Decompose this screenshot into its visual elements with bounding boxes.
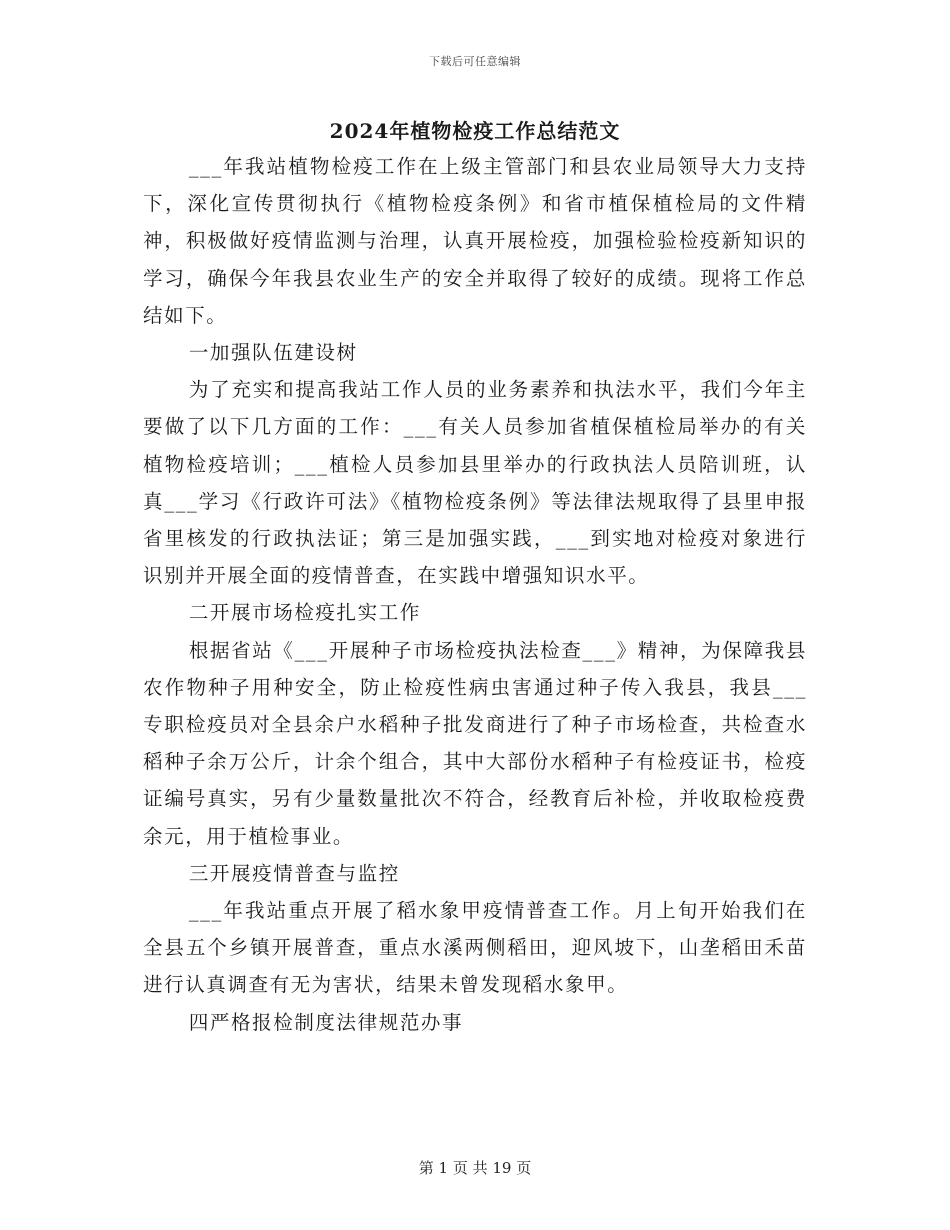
section-3-paragraph: ___年我站重点开展了稻水象甲疫情普查工作。月上旬开始我们在全县五个乡镇开展普查，重点水溪两侧稻田，迎风坡下，山垄稻田禾苗进行认真调查有无为害状，结果未曾发现稻水象甲。 <box>143 899 807 997</box>
section-heading-4: 四严格报检制度法律规范办事 <box>188 1010 464 1034</box>
page-header-note: 下载后可任意编辑 <box>429 55 521 68</box>
document-title: 2024年植物检疫工作总结范文 <box>329 119 621 143</box>
section-heading-2: 二开展市场检疫扎实工作 <box>188 601 421 625</box>
section-heading-3: 三开展疫情普查与监控 <box>188 861 400 885</box>
section-heading-1: 一加强队伍建设树 <box>188 341 358 365</box>
section-2-paragraph: 根据省站《___开展种子市场检疫执法检查___》精神，为保障我县农作物种子用种安全，防止检疫性病虫害通过种子传入我县，我县___专职检疫员对全县余户水稻种子批发商进行了种子市场检查，共检查水稻种子余万公斤，计余个组合，其中大部份水稻种子有检疫证书，检疫证编号真实，另有少量数量批次不符合，经教育后补检，并收取检疫费余元，用于植检事业。 <box>143 638 807 848</box>
document-body <box>143 148 807 1041</box>
intro-paragraph: ___年我站植物检疫工作在上级主管部门和县农业局领导大力支持下，深化宣传贯彻执行《植物检疫条例》和省市植保植检局的文件精神，积极做好疫情监测与治理，认真开展检疫，加强检验检疫新知识的学习，确保今年我县农业生产的安全并取得了较好的成绩。现将工作总结如下。 <box>143 155 807 327</box>
section-1-paragraph: 为了充实和提高我站工作人员的业务素养和执法水平，我们今年主要做了以下几方面的工作：___有关人员参加省植保植检局举办的有关植物检疫培训；___植检人员参加县里举办的行政执法人员陪训班，认真___学习《行政许可法》《植物检疫条例》等法律法规取得了县里申报省里核发的行政执法证；第三是加强实践，___到实地对检疫对象进行识别并开展全面的疫情普查，在实践中增强知识水平。 <box>143 378 807 588</box>
page-number: 第 1 页 共 19 页 <box>418 1159 532 1177</box>
